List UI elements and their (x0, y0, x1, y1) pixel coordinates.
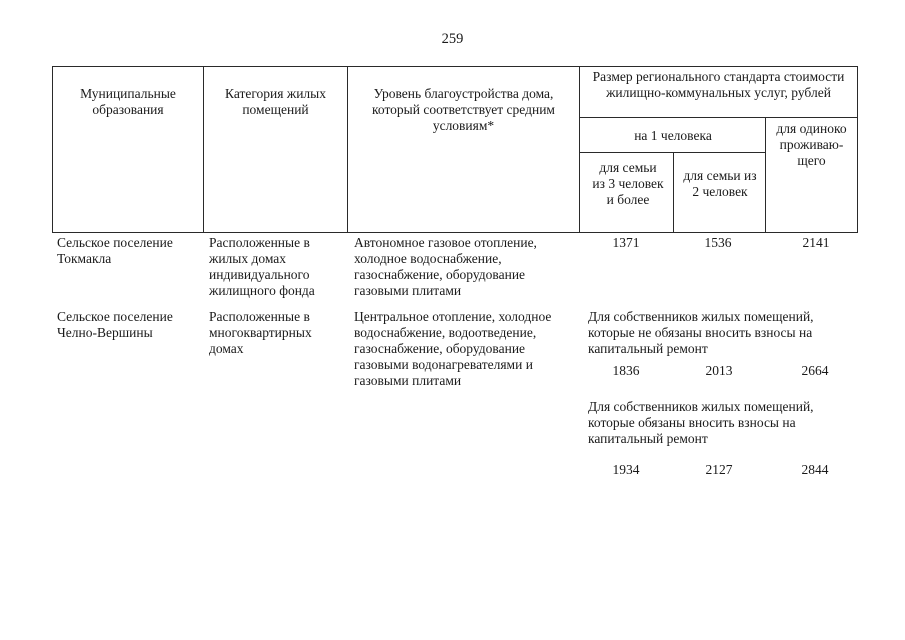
header-level: Уровень благоустройства дома, который соответствует средним условиям* (372, 86, 555, 133)
row1-single: 2141 (802, 235, 830, 250)
row2-a-family3: 1836 (612, 363, 640, 378)
row1-family3: 1371 (612, 235, 640, 250)
row2-category: Расположенные в многоквартирных домах (209, 309, 312, 356)
row1-family2: 1536 (704, 235, 732, 250)
header-single: для одиноко проживаю-щего (776, 121, 847, 168)
row2-b-family3: 1934 (612, 462, 640, 477)
page-number: 259 (441, 31, 464, 47)
header-per-person: на 1 человека (634, 128, 712, 143)
row2-a-family2: 2013 (705, 363, 733, 378)
row2-note-obliged: Для собственников жилых помещений, которые обязаны вносить взносы на капитальный ремонт (588, 399, 814, 446)
header-category: Категория жилых помещений (225, 86, 326, 117)
row2-municipality: Сельское поселение Челно-Вершины (57, 309, 173, 340)
row2-b-single: 2844 (801, 462, 829, 477)
header-municipality: Муниципальные образования (80, 86, 176, 117)
row2-level: Центральное отопление, холодное водоснабжение, водоотведение, газоснабжение, оборудование газовыми водонагревателями и газовыми плитами (354, 309, 552, 388)
row1-municipality: Сельское поселение Токмакла (57, 235, 173, 266)
header-standard: Размер регионального стандарта стоимости жилищно-коммунальных услуг, рублей (592, 69, 845, 100)
header-family2: для семьи из 2 человек (683, 168, 757, 199)
row2-note-not-obliged: Для собственников жилых помещений, которые не обязаны вносить взносы на капитальный ремонт (588, 309, 814, 356)
header-family3: для семьи из 3 человек и более (592, 160, 664, 207)
row2-a-single: 2664 (801, 363, 829, 378)
row1-level: Автономное газовое отопление, холодное водоснабжение, газоснабжение, оборудование газовыми плитами (354, 235, 537, 298)
row2-b-family2: 2127 (705, 462, 733, 477)
row1-category: Расположенные в жилых домах индивидуального жилищного фонда (209, 235, 315, 298)
